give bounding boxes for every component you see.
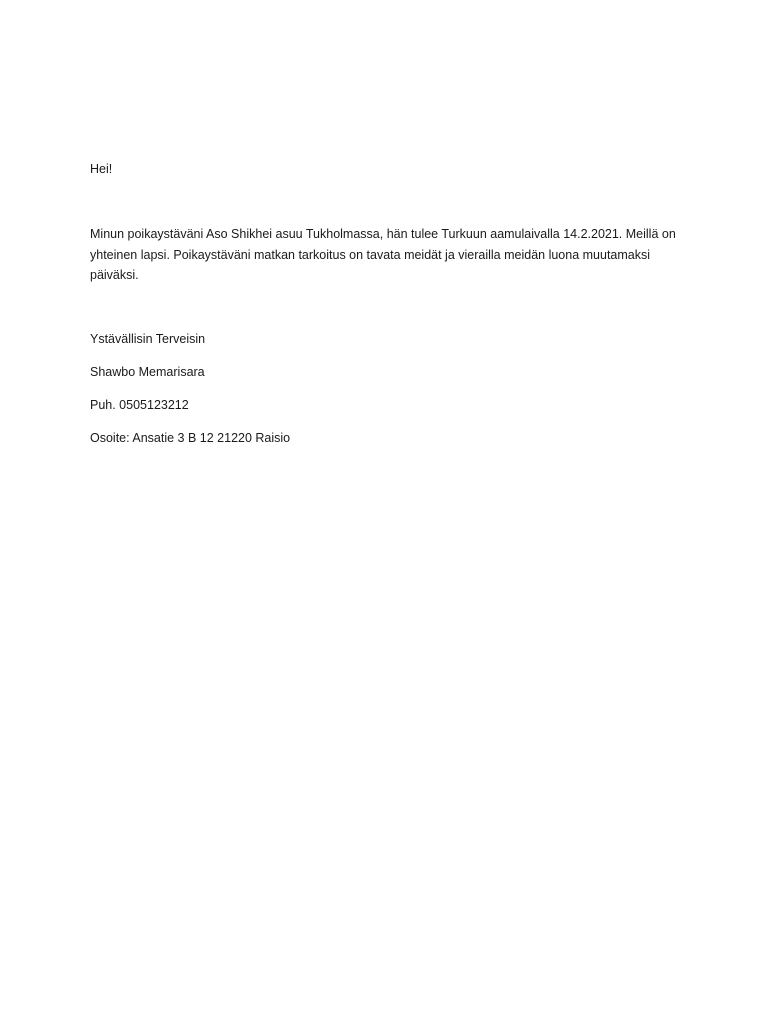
body-line: Minun poikaystäväni Aso Shikhei asuu Tukholmassa, hän tulee Turkuun aamulaivalla 14.2.2021. Meillä on bbox=[90, 227, 676, 241]
greeting: Hei! bbox=[90, 162, 113, 176]
phone-number: Puh. 0505123212 bbox=[90, 398, 189, 412]
signature-name: Shawbo Memarisara bbox=[90, 365, 205, 379]
body-paragraph bbox=[90, 224, 690, 286]
body-line: päiväksi. bbox=[90, 268, 139, 282]
closing-phrase: Ystävällisin Terveisin bbox=[90, 332, 206, 346]
body-line: yhteinen lapsi. Poikaystäväni matkan tarkoitus on tavata meidät ja vierailla meidän luona muutamaksi bbox=[90, 247, 651, 262]
address: Osoite: Ansatie 3 B 12 21220 Raisio bbox=[90, 431, 291, 445]
